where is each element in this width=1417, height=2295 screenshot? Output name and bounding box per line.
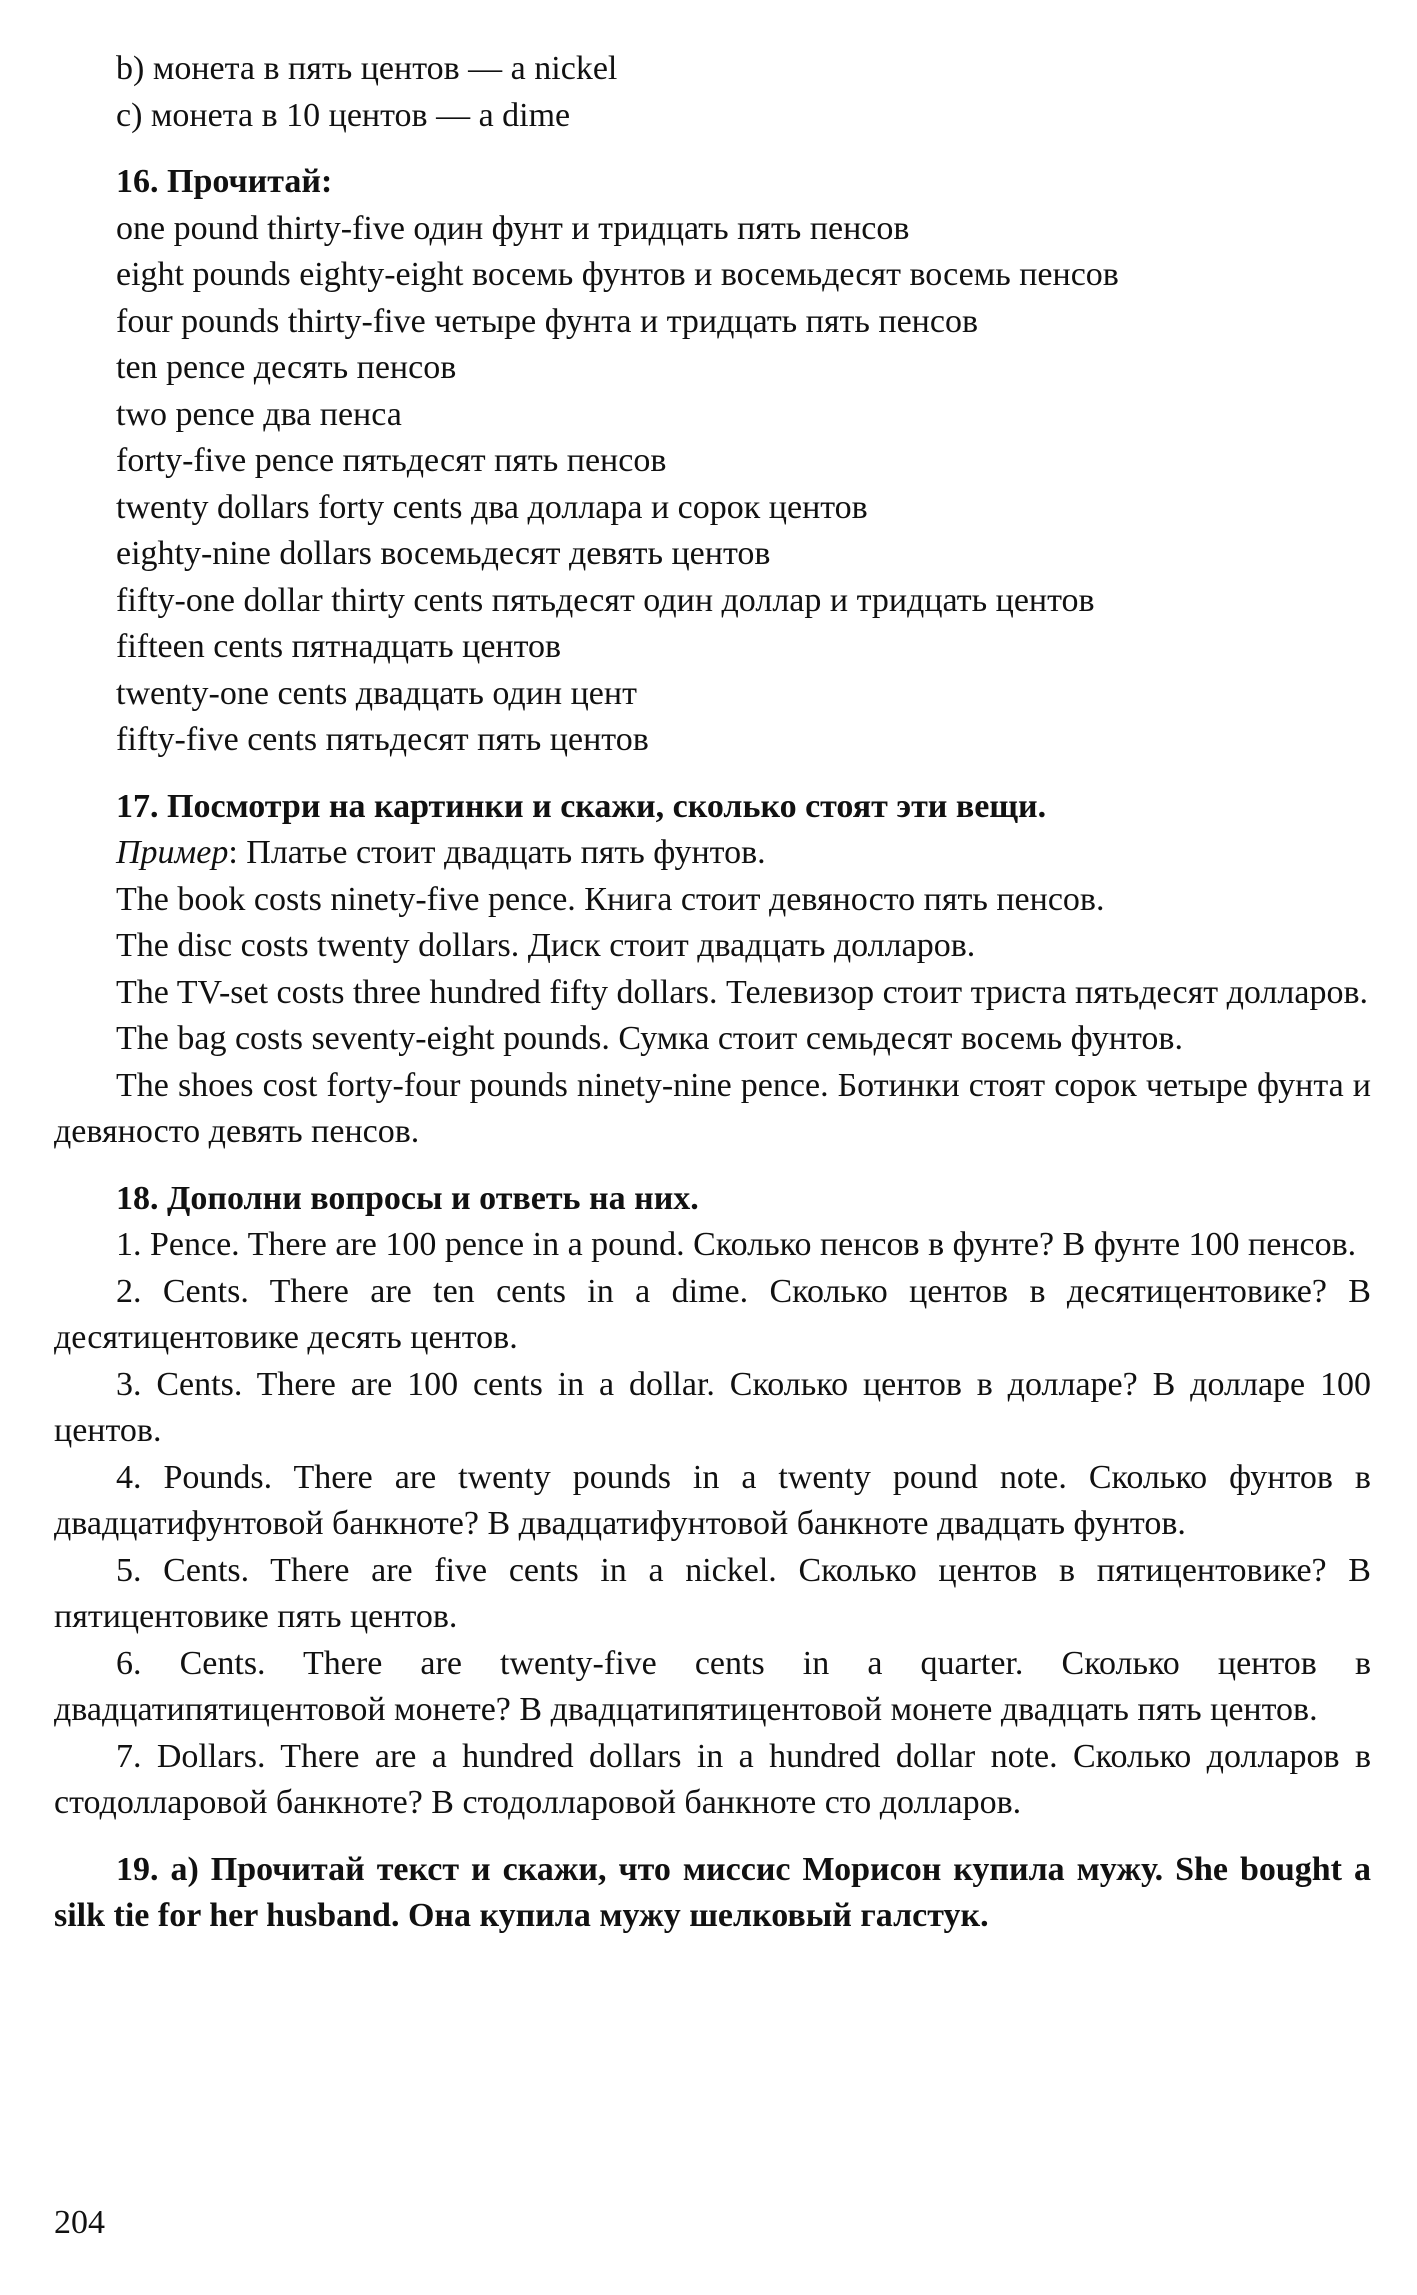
task-16-line: fifty-five cents пятьдесят пять центов xyxy=(116,721,649,758)
task-18-item: 4. Pounds. There are twenty pounds in a twenty pound note. Сколько фунтов в двадцатифунтовой банкноте? В двадцатифунтовой банкноте двадцать фунтов. xyxy=(54,1458,1371,1542)
intro-line: c) монета в 10 центов — a dime xyxy=(116,96,571,134)
task-17-answer: The disc costs twenty dollars. Диск стоит двадцать долларов. xyxy=(116,927,976,964)
intro-line: b) монета в пять центов — a nickel xyxy=(116,50,618,87)
task-16 xyxy=(54,159,1371,764)
task-16-line: fifty-one dollar thirty cents пятьдесят один доллар и тридцать центов xyxy=(116,581,1095,619)
example-label: Пример xyxy=(116,834,229,871)
task-16-line: twenty-one cents двадцать один цент xyxy=(116,674,637,712)
task-16-line: twenty dollars forty cents два доллара и сорок центов xyxy=(116,488,868,526)
task-16-line: one pound thirty-five один фунт и тридцать пять пенсов xyxy=(116,209,910,247)
task-17-example xyxy=(54,830,1371,877)
task-18-heading: 18. Дополни вопросы и ответь на них. xyxy=(116,1179,699,1217)
task-18-item: 6. Cents. There are twenty-five cents in a quarter. Сколько центов в двадцатипятицентовой монете? В двадцатипятицентовой монете двадцать пять центов. xyxy=(54,1644,1371,1728)
task-16-line: eighty-nine dollars восемьдесят девять центов xyxy=(116,535,771,572)
task-16-line: fifteen cents пятнадцать центов xyxy=(116,628,562,665)
task-19-text: 19. а) Прочитай текст и скажи, что миссис Морисон купила мужу. She bought a silk tie for her husband. Она купила мужу шелковый галстук. xyxy=(54,1850,1371,1934)
task-16-line: four pounds thirty-five четыре фунта и тридцать пять пенсов xyxy=(116,302,979,340)
task-17-answer: The TV-set costs three hundred fifty dollars. Телевизор стоит триста пятьдесят долларов. xyxy=(116,973,1369,1011)
task-16-line: forty-five pence пятьдесят пять пенсов xyxy=(116,442,667,479)
task-18-item: 5. Cents. There are five cents in a nickel. Сколько центов в пятицентовике? В пятицентовике пять центов. xyxy=(54,1551,1371,1635)
task-18-item: 7. Dollars. There are a hundred dollars in a hundred dollar note. Сколько долларов в стодолларовой банкноте? В стодолларовой банкноте сто долларов. xyxy=(54,1737,1371,1821)
task-17 xyxy=(54,784,1371,1156)
intro-block xyxy=(54,46,1371,139)
example-text: : Платье стоит двадцать пять фунтов. xyxy=(228,834,766,871)
task-17-answer: The shoes cost forty-four pounds ninety-nine pence. Ботинки стоят сорок четыре фунта и девяносто девять пенсов. xyxy=(54,1066,1371,1150)
task-18 xyxy=(54,1176,1371,1827)
task-17-answer: The bag costs seventy-eight pounds. Сумка стоит семьдесят восемь фунтов. xyxy=(116,1020,1183,1057)
task-16-line: eight pounds eighty-eight восемь фунтов и восемьдесят восемь пенсов xyxy=(116,256,1119,293)
task-18-item: 3. Cents. There are 100 cents in a dollar. Сколько центов в долларе? В долларе 100 центов. xyxy=(54,1365,1371,1449)
task-17-heading: 17. Посмотри на картинки и скажи, сколько стоят эти вещи. xyxy=(116,787,1047,825)
task-19 xyxy=(54,1847,1371,1940)
task-16-line: ten pence десять пенсов xyxy=(116,349,457,386)
page-number: 204 xyxy=(54,2204,105,2241)
task-18-item: 1. Pence. There are 100 pence in a pound. Сколько пенсов в фунте? В фунте 100 пенсов. xyxy=(116,1226,1357,1263)
task-18-item: 2. Cents. There are ten cents in a dime. Сколько центов в десятицентовике? В десятицентовике десять центов. xyxy=(54,1272,1371,1356)
task-16-line: two pence два пенса xyxy=(116,395,402,433)
task-17-answer: The book costs ninety-five pence. Книга стоит девяносто пять пенсов. xyxy=(116,880,1105,918)
task-16-heading: 16. Прочитай: xyxy=(116,163,333,200)
